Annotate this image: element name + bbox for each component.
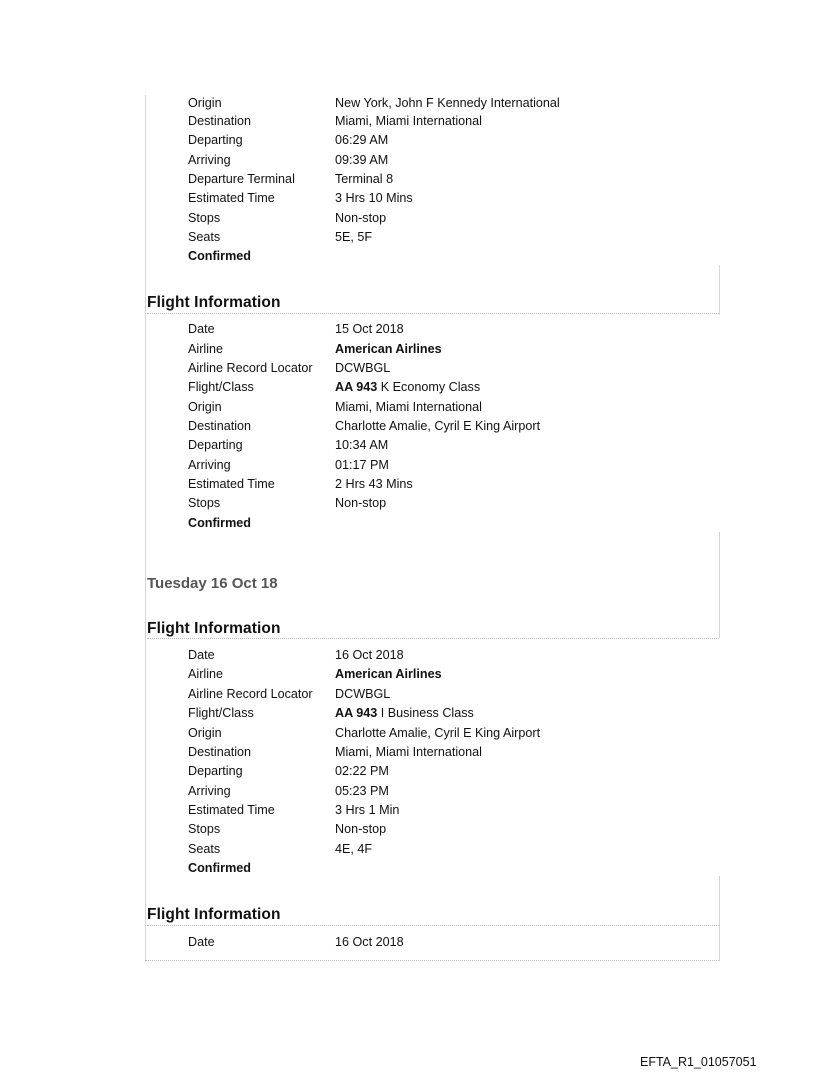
detail-row [0, 96, 816, 115]
destination-label: Destination [188, 419, 252, 433]
detail-row [0, 438, 816, 457]
arriving-value: 05:23 PM [335, 784, 389, 798]
row-value: 09:39 AM [335, 153, 389, 167]
row-label: Stops [188, 211, 221, 225]
arriving-value: 01:17 PM [335, 458, 389, 472]
destination-label: Destination [188, 745, 252, 759]
stops-label: Stops [188, 822, 221, 836]
detail-row [0, 687, 816, 706]
section-bottom-line [145, 960, 719, 961]
detail-row [0, 667, 816, 686]
flight-class-value: AA 943 I Business Class [335, 706, 474, 720]
detail-row [0, 191, 816, 210]
estimated-time-value: 3 Hrs 1 Min [335, 803, 400, 817]
seats-value: 4E, 4F [335, 842, 373, 856]
detail-row [0, 380, 816, 399]
date-label: Date [188, 935, 215, 949]
departing-value: 10:34 AM [335, 438, 389, 452]
detail-row [0, 726, 816, 745]
detail-row [0, 400, 816, 419]
flight-info-heading: Flight Information [147, 620, 281, 637]
booking-status: Confirmed [188, 516, 251, 530]
booking-status: Confirmed [188, 861, 251, 875]
locator-value: DCWBGL [335, 687, 391, 701]
detail-row [0, 496, 816, 515]
row-label: Departing [188, 133, 243, 147]
detail-row [0, 477, 816, 496]
row-label: Seats [188, 230, 221, 244]
origin-value: Miami, Miami International [335, 400, 482, 414]
detail-row [0, 322, 816, 341]
row-value: 06:29 AM [335, 133, 389, 147]
document-id: EFTA_R1_01057051 [640, 1055, 757, 1069]
date-value: 15 Oct 2018 [335, 322, 404, 336]
date-value: 16 Oct 2018 [335, 648, 404, 662]
date-label: Date [188, 322, 215, 336]
detail-row [0, 842, 816, 861]
detail-row [0, 935, 816, 954]
detail-row [0, 172, 816, 191]
locator-value: DCWBGL [335, 361, 391, 375]
row-value: 3 Hrs 10 Mins [335, 191, 413, 205]
row-value: Non-stop [335, 211, 387, 225]
detail-row [0, 706, 816, 725]
row-value: Terminal 8 [335, 172, 394, 186]
row-label: Origin [188, 96, 222, 110]
estimated-time-label: Estimated Time [188, 803, 275, 817]
detail-row [0, 153, 816, 172]
flight-info-heading: Flight Information [147, 906, 281, 923]
row-value: Miami, Miami International [335, 114, 482, 128]
row-label: Arriving [188, 153, 231, 167]
detail-row [0, 114, 816, 133]
locator-label: Airline Record Locator [188, 361, 313, 375]
row-value: 5E, 5F [335, 230, 373, 244]
seats-label: Seats [188, 842, 221, 856]
estimated-time-value: 2 Hrs 43 Mins [335, 477, 413, 491]
flight-info-heading: Flight Information [147, 294, 281, 311]
origin-label: Origin [188, 400, 222, 414]
detail-row [0, 784, 816, 803]
stops-value: Non-stop [335, 496, 387, 510]
detail-row [0, 458, 816, 477]
origin-label: Origin [188, 726, 222, 740]
detail-row [0, 133, 816, 152]
destination-value: Miami, Miami International [335, 745, 482, 759]
detail-row [0, 419, 816, 438]
row-value: New York, John F Kennedy International [335, 96, 560, 110]
stops-label: Stops [188, 496, 221, 510]
origin-value: Charlotte Amalie, Cyril E King Airport [335, 726, 541, 740]
airline-label: Airline [188, 342, 223, 356]
departing-value: 02:22 PM [335, 764, 389, 778]
row-label: Estimated Time [188, 191, 275, 205]
booking-status: Confirmed [188, 249, 251, 263]
airline-value: American Airlines [335, 342, 442, 356]
departing-label: Departing [188, 438, 243, 452]
detail-row [0, 211, 816, 230]
heading-underline [147, 638, 719, 639]
heading-underline [147, 925, 719, 926]
departing-label: Departing [188, 764, 243, 778]
row-label: Destination [188, 114, 252, 128]
day-heading: Tuesday 16 Oct 18 [147, 575, 278, 592]
flight-class-label: Flight/Class [188, 706, 254, 720]
heading-underline [147, 313, 719, 314]
date-value: 16 Oct 2018 [335, 935, 404, 949]
detail-row [0, 745, 816, 764]
arriving-label: Arriving [188, 784, 231, 798]
detail-row [0, 361, 816, 380]
row-label: Departure Terminal [188, 172, 295, 186]
estimated-time-label: Estimated Time [188, 477, 275, 491]
airline-value: American Airlines [335, 667, 442, 681]
detail-row [0, 342, 816, 361]
detail-row [0, 648, 816, 667]
stops-value: Non-stop [335, 822, 387, 836]
airline-label: Airline [188, 667, 223, 681]
right-guide-line-1 [719, 265, 720, 315]
detail-row [0, 764, 816, 783]
right-guide-line-2 [719, 532, 720, 638]
locator-label: Airline Record Locator [188, 687, 313, 701]
detail-row [0, 803, 816, 822]
detail-row [0, 822, 816, 841]
destination-value: Charlotte Amalie, Cyril E King Airport [335, 419, 541, 433]
detail-row [0, 230, 816, 249]
date-label: Date [188, 648, 215, 662]
flight-class-label: Flight/Class [188, 380, 254, 394]
flight-class-value: AA 943 K Economy Class [335, 380, 481, 394]
arriving-label: Arriving [188, 458, 231, 472]
